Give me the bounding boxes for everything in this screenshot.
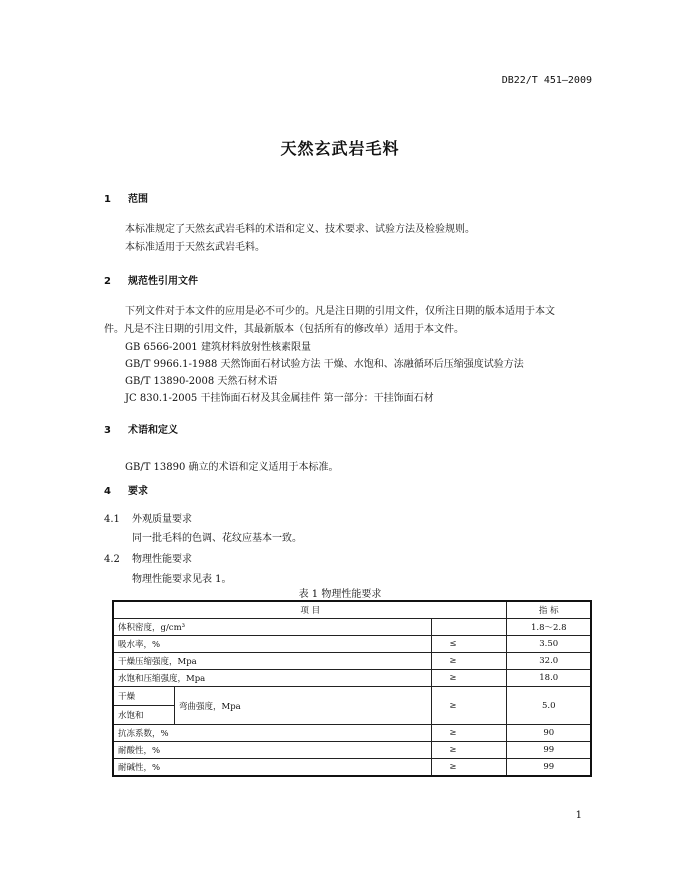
section-heading-1: [104, 190, 148, 205]
condition-cell: 干燥: [113, 687, 175, 706]
section-title: 术语和定义: [128, 425, 178, 436]
table-row: [113, 687, 591, 706]
relation-cell: ≤: [432, 636, 507, 653]
value-cell: 5.0: [507, 687, 591, 725]
scope-paragraph-1: 本标准规定了天然玄武岩毛料的术语和定义、技术要求、试验方法及检验规则。: [125, 224, 475, 235]
header-item: 项 目: [113, 601, 507, 619]
value-cell: 18.0: [507, 670, 591, 687]
subsection-title: 物理性能要求: [132, 554, 192, 565]
item-cell: 耐碱性，%: [113, 759, 432, 777]
section-number: 1: [104, 194, 111, 205]
standard-code: DB22/T 451—2009: [501, 75, 592, 86]
condition-cell: 水饱和: [113, 706, 175, 725]
relation-cell: ≥: [432, 725, 507, 742]
section-heading-3: [104, 421, 178, 436]
table-row: [113, 636, 591, 653]
table-row: [113, 619, 591, 636]
value-cell: 32.0: [507, 653, 591, 670]
refs-intro-line-1: 下列文件对于本文件的应用是必不可少的。凡是注日期的引用文件，仅所注日期的版本适用于本文: [125, 306, 555, 317]
refs-intro-line-2: 件。凡是不注日期的引用文件，其最新版本（包括所有的修改单）适用于本文件。: [104, 324, 464, 335]
item-cell: 体积密度，g/cm³: [113, 619, 432, 636]
subsection-number: 4.1: [104, 514, 120, 525]
table-row: [113, 725, 591, 742]
section-heading-2: [104, 272, 198, 287]
item-cell: 弯曲强度，Mpa: [175, 687, 432, 725]
section-heading-4: [104, 482, 148, 497]
table-caption: 表 1 物理性能要求: [298, 589, 382, 600]
appearance-text: 同一批毛料的色调、花纹应基本一致。: [132, 533, 302, 544]
value-cell: 1.8～2.8: [507, 619, 591, 636]
relation-cell: ≥: [432, 687, 507, 725]
section-number: 4: [104, 486, 111, 497]
section-title: 要求: [128, 486, 148, 497]
table-row: [113, 759, 591, 777]
item-cell: 吸水率，%: [113, 636, 432, 653]
item-cell: 耐酸性，%: [113, 742, 432, 759]
item-cell: 抗冻系数，%: [113, 725, 432, 742]
subsection-4-1: [104, 510, 192, 525]
section-title: 规范性引用文件: [128, 276, 198, 287]
ref-item: GB 6566-2001 建筑材料放射性核素限量: [125, 342, 311, 353]
value-cell: 90: [507, 725, 591, 742]
document-title: 天然玄武岩毛料: [280, 139, 400, 158]
value-cell: 99: [507, 742, 591, 759]
subsection-4-2: [104, 550, 192, 565]
section-number: 2: [104, 276, 111, 287]
section-title: 范围: [128, 194, 148, 205]
physical-req-text: 物理性能要求见表 1。: [132, 574, 232, 585]
ref-item: GB/T 13890-2008 天然石材术语: [125, 376, 278, 387]
terms-paragraph: GB/T 13890 确立的术语和定义适用于本标准。: [125, 462, 339, 473]
item-cell: 水饱和压缩强度，Mpa: [113, 670, 432, 687]
table-row: [113, 670, 591, 687]
item-cell: 干燥压缩强度，Mpa: [113, 653, 432, 670]
relation-cell: [432, 619, 507, 636]
ref-item: GB/T 9966.1-1988 天然饰面石材试验方法 干燥、水饱和、冻融循环后压缩强度试验方法: [125, 359, 524, 370]
section-number: 3: [104, 425, 111, 436]
physical-properties-table: [112, 600, 592, 777]
relation-cell: ≥: [432, 653, 507, 670]
scope-paragraph-2: 本标准适用于天然玄武岩毛料。: [125, 242, 265, 253]
page-number: 1: [575, 810, 582, 821]
subsection-number: 4.2: [104, 554, 120, 565]
relation-cell: ≥: [432, 759, 507, 777]
value-cell: 99: [507, 759, 591, 777]
subsection-title: 外观质量要求: [132, 514, 192, 525]
value-cell: 3.50: [507, 636, 591, 653]
table-row: [113, 653, 591, 670]
ref-item: JC 830.1-2005 干挂饰面石材及其金属挂件 第一部分：干挂饰面石材: [125, 393, 434, 404]
table-header-row: [113, 601, 591, 619]
header-index: 指 标: [507, 601, 591, 619]
relation-cell: ≥: [432, 742, 507, 759]
relation-cell: ≥: [432, 670, 507, 687]
table-row: [113, 742, 591, 759]
